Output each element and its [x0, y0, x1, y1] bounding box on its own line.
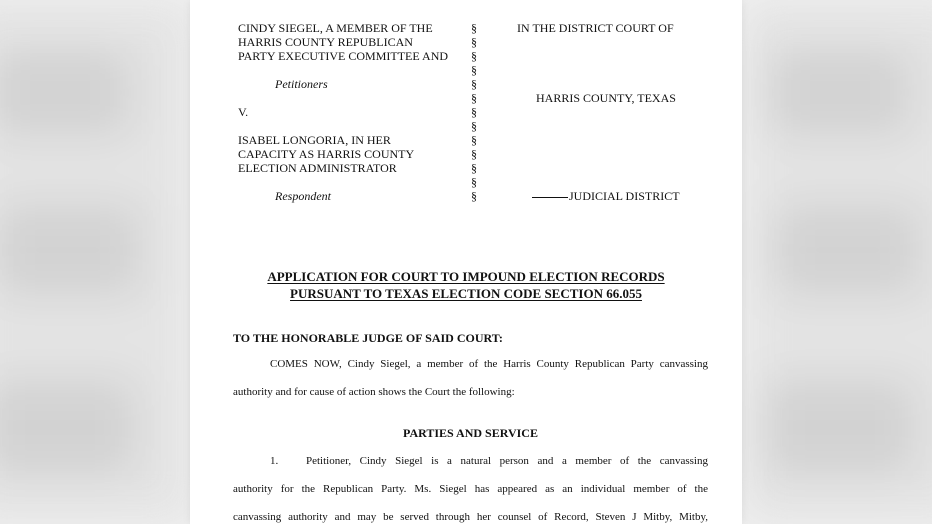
intro-line: authority and for cause of action shows the Court the following:: [233, 386, 515, 398]
section-symbol: §: [471, 77, 477, 91]
right-blurred-panel: [740, 0, 932, 524]
right-blur-shape: [775, 205, 920, 295]
right-blur-shape: [770, 50, 910, 135]
paragraph-line: canvassing authority and may be served through her counsel of Record, Steven J Mitby, Mitby,: [233, 511, 708, 523]
judicial-district-line: [532, 189, 680, 203]
petitioner-role-label: Petitioners: [275, 77, 328, 91]
paragraph-number: 1.: [270, 455, 279, 467]
district-label: JUDICIAL DISTRICT: [569, 189, 680, 203]
section-symbol-column: [468, 21, 480, 203]
petitioner-name-line: CINDY SIEGEL, A MEMBER OF THE: [238, 21, 433, 35]
court-name: IN THE DISTRICT COURT OF: [517, 21, 674, 35]
versus-label: V.: [238, 105, 249, 119]
left-blur-shape: [0, 380, 135, 475]
section-symbol: §: [471, 105, 477, 119]
respondent-role-label: Respondent: [275, 189, 331, 203]
document-title: [214, 268, 718, 302]
respondent-name-line: CAPACITY AS HARRIS COUNTY: [238, 147, 415, 161]
section-symbol: §: [471, 63, 477, 77]
numbered-paragraph: [233, 447, 708, 524]
document-title-line: APPLICATION FOR COURT TO IMPOUND ELECTION RECORDS: [267, 268, 665, 284]
section-symbol: §: [471, 133, 477, 147]
introductory-paragraph: [233, 350, 708, 406]
section-symbol: §: [471, 161, 477, 175]
section-heading: PARTIES AND SERVICE: [403, 426, 538, 440]
court-salutation: TO THE HONORABLE JUDGE OF SAID COURT:: [233, 331, 503, 345]
petitioner-name-line: HARRIS COUNTY REPUBLICAN: [238, 35, 413, 49]
right-blur-shape: [765, 380, 915, 475]
district-number-blank: [532, 197, 568, 198]
section-symbol: §: [471, 49, 477, 63]
paragraph-line: Petitioner, Cindy Siegel is a natural person and a member of the canvassing: [306, 455, 708, 467]
section-symbol: §: [471, 35, 477, 49]
county-name: HARRIS COUNTY, TEXAS: [536, 91, 676, 105]
paragraph-line: authority for the Republican Party. Ms. Siegel has appeared as an individual member of the: [233, 483, 708, 495]
document-page: [190, 0, 742, 524]
section-symbol: §: [471, 147, 477, 161]
intro-line: COMES NOW, Cindy Siegel, a member of the Harris County Republican Party canvassing: [270, 358, 708, 370]
section-symbol: §: [471, 21, 477, 35]
petitioner-name-line: PARTY EXECUTIVE COMMITTEE AND: [238, 49, 449, 63]
left-blurred-panel: [0, 0, 195, 524]
case-caption-parties: [238, 21, 463, 203]
numbered-paragraph-first-line: [233, 447, 708, 475]
respondent-name-line: ELECTION ADMINISTRATOR: [238, 161, 397, 175]
section-symbol: §: [471, 189, 477, 203]
respondent-name-line: ISABEL LONGORIA, IN HER: [238, 133, 391, 147]
left-blur-shape: [0, 205, 140, 295]
section-symbol: §: [471, 175, 477, 189]
document-title-line: PURSUANT TO TEXAS ELECTION CODE SECTION 66.055: [290, 285, 642, 301]
section-symbol: §: [471, 91, 477, 105]
section-symbol: §: [471, 119, 477, 133]
left-blur-shape: [0, 50, 130, 135]
